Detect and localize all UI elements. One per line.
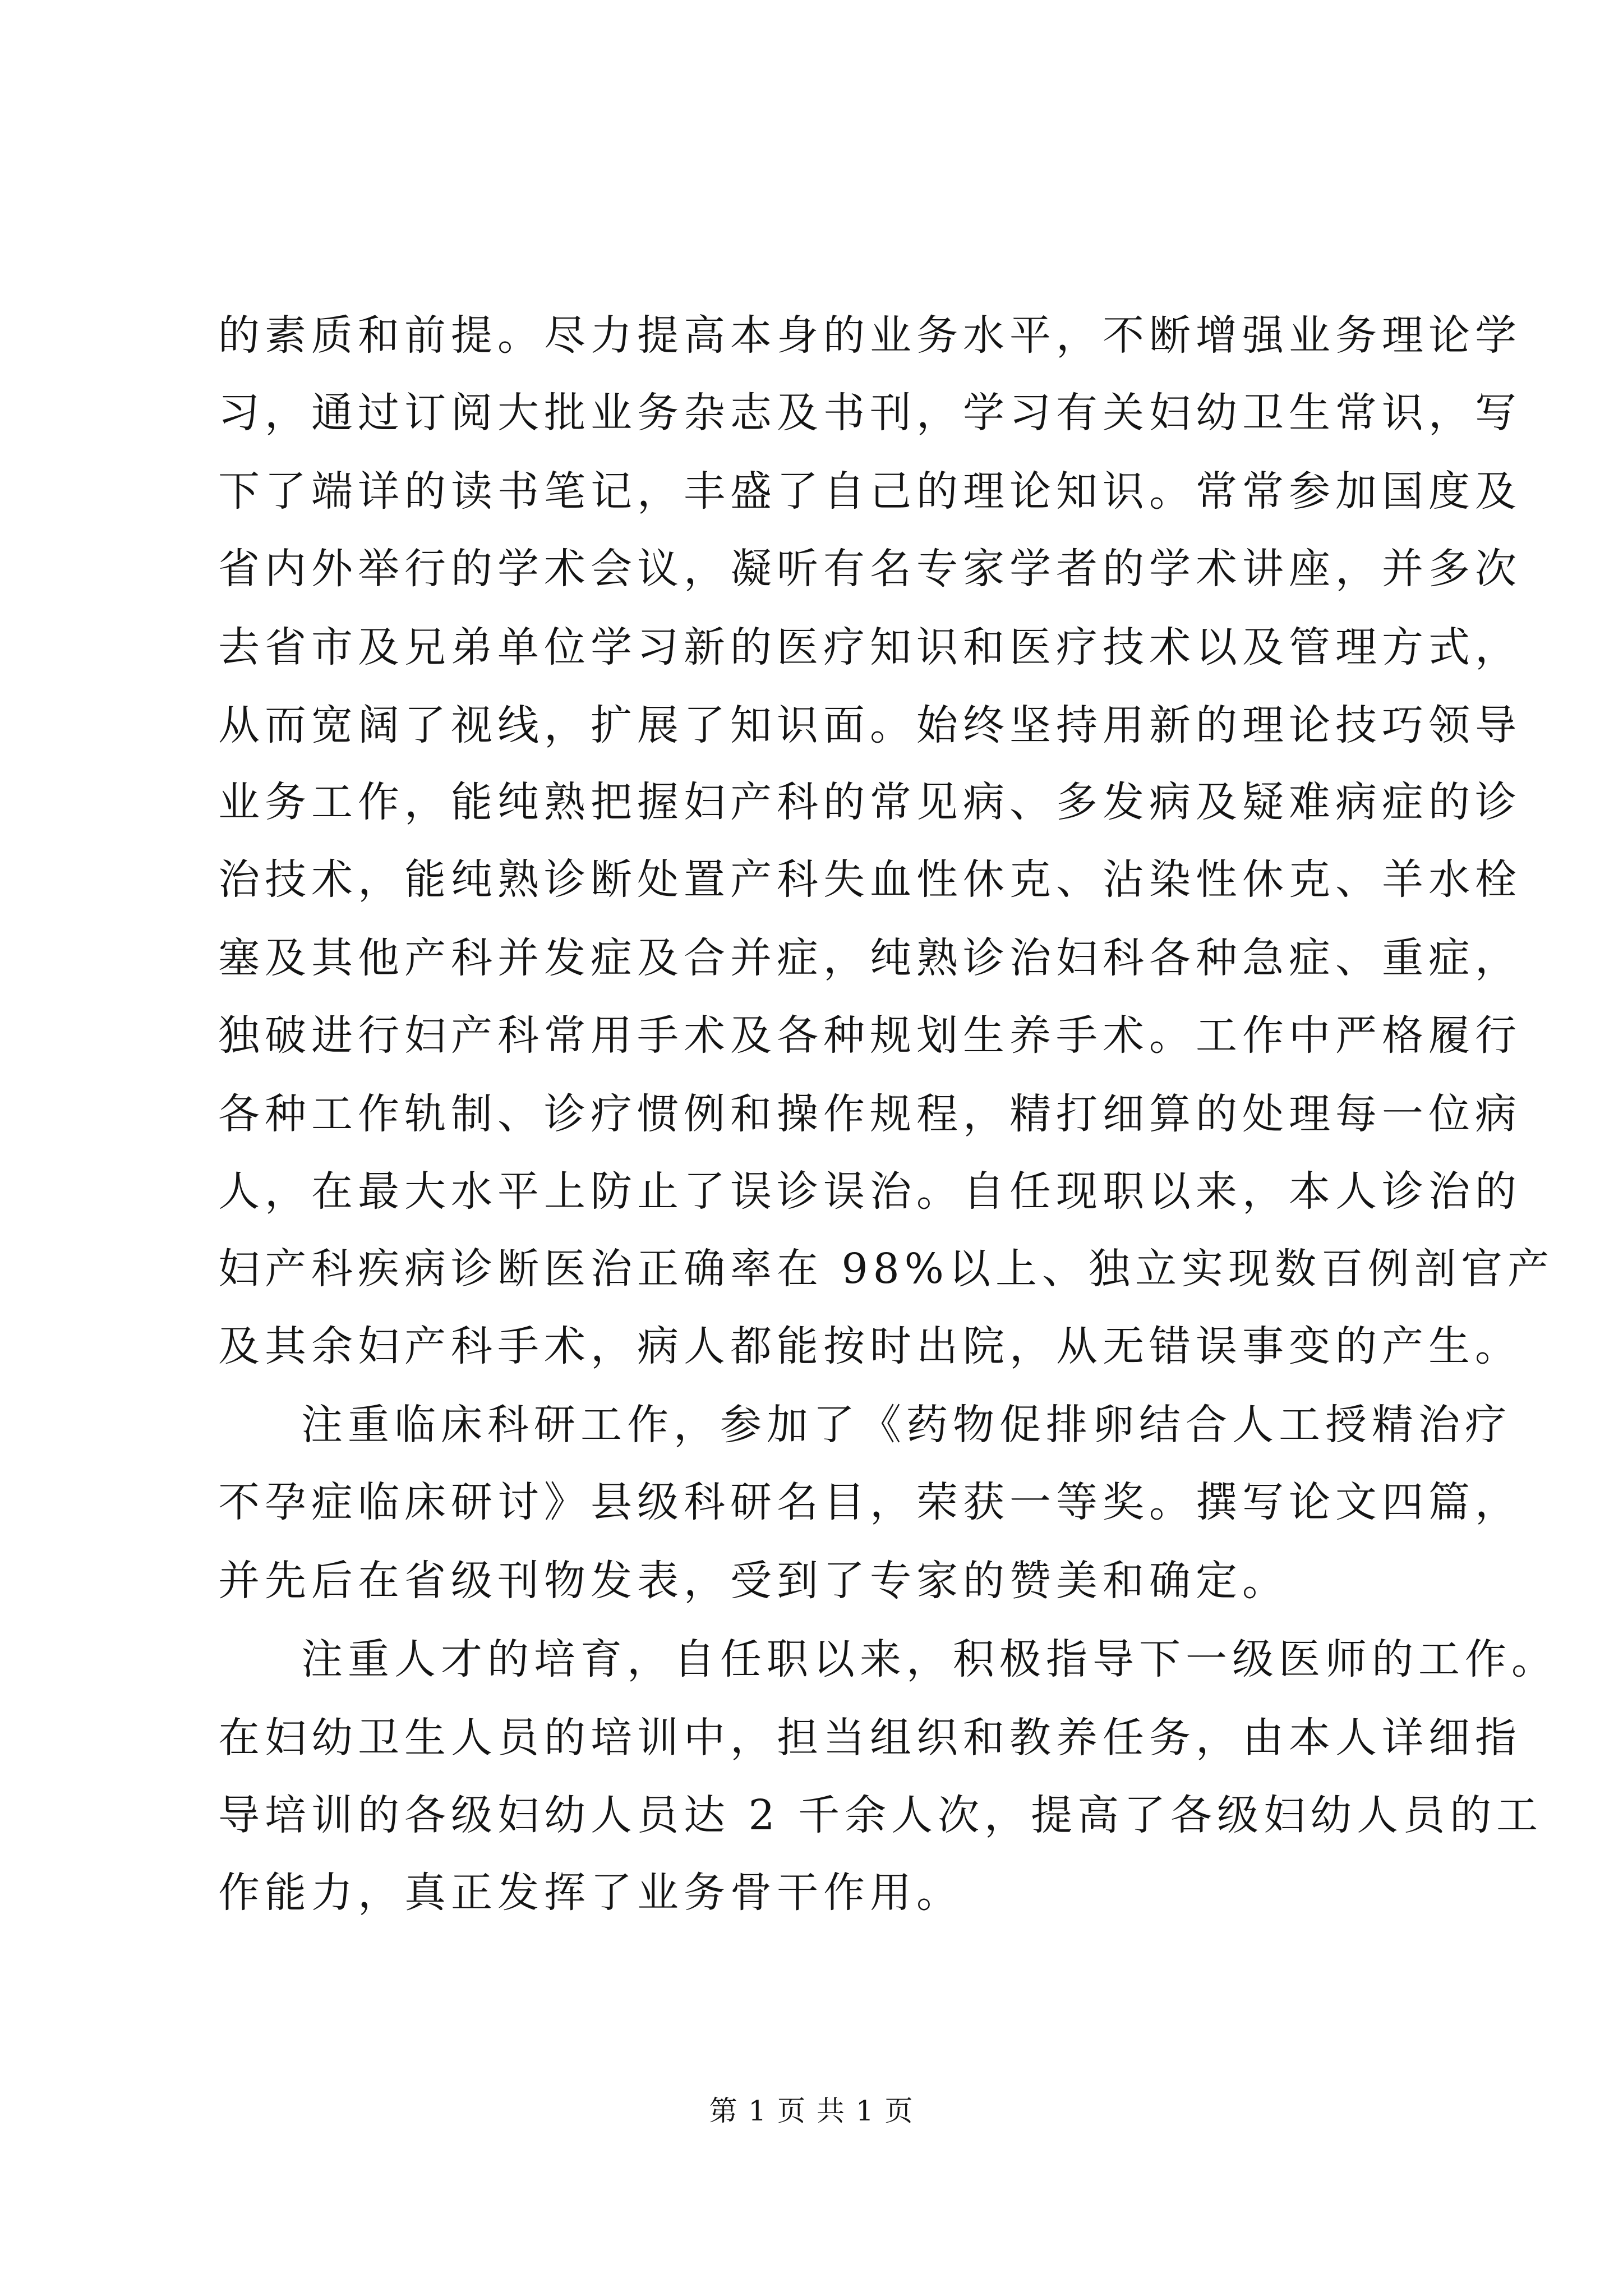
text-line: 独破进行妇产科常用手术及各种规划生养手术。工作中严格履行 <box>218 1011 1521 1060</box>
text-line: 各种工作轨制、诊疗惯例和操作规程，精打细算的处理每一位病 <box>218 1090 1521 1138</box>
text-line: 并先后在省级刊物发表，受到了专家的赞美和确定。 <box>218 1557 1289 1605</box>
text-line: 及其余妇产科手术，病人都能按时出院，从无错误事变的产生。 <box>218 1322 1521 1370</box>
text-line: 业务工作，能纯熟把握妇产科的常见病、多发病及疑难病症的诊 <box>218 778 1521 826</box>
paragraph-first-line: 注重人才的培育，自任职以来，积极指导下一级医师的工作。 <box>301 1635 1558 1683</box>
text-line: 去省市及兄弟单位学习新的医疗知识和医疗技术以及管理方式， <box>218 623 1521 671</box>
text-line: 从而宽阔了视线，扩展了知识面。始终坚持用新的理论技巧领导 <box>218 701 1521 749</box>
text-line: 塞及其他产科并发症及合并症，纯熟诊治妇科各种急症、重症， <box>218 934 1521 982</box>
text-line: 治技术，能纯熟诊断处置产科失血性休克、沾染性休克、羊水栓 <box>218 855 1521 904</box>
text-line: 不孕症临床研讨》县级科研名目，荣获一等奖。撰写论文四篇， <box>218 1478 1521 1526</box>
text-line: 在妇幼卫生人员的培训中，担当组织和教养任务，由本人详细指 <box>218 1714 1521 1762</box>
text-line: 的素质和前提。尽力提高本身的业务水平，不断增强业务理论学 <box>218 311 1521 360</box>
text-line: 省内外举行的学术会议，凝听有名专家学者的学术讲座，并多次 <box>218 545 1521 593</box>
paragraph-first-line: 注重临床科研工作，参加了《药物促排卵结合人工授精治疗 <box>301 1401 1511 1449</box>
text-line: 习，通过订阅大批业务杂志及书刊，学习有关妇幼卫生常识，写 <box>218 389 1521 437</box>
text-line: 作能力，真正发挥了业务骨干作用。 <box>218 1869 963 1917</box>
text-line: 人，在最大水平上防止了误诊误治。自任现职以来，本人诊治的 <box>218 1167 1521 1216</box>
text-line: 导培训的各级妇幼人员达 2 千余人次，提高了各级妇幼人员的工 <box>218 1791 1543 1839</box>
text-line: 下了端详的读书笔记，丰盛了自己的理论知识。常常参加国度及 <box>218 467 1521 516</box>
text-line: 妇产科疾病诊断医治正确率在 98%以上、独立实现数百例剖官产 <box>218 1245 1554 1293</box>
page-footer: 第 1 页 共 1 页 <box>709 2095 914 2127</box>
